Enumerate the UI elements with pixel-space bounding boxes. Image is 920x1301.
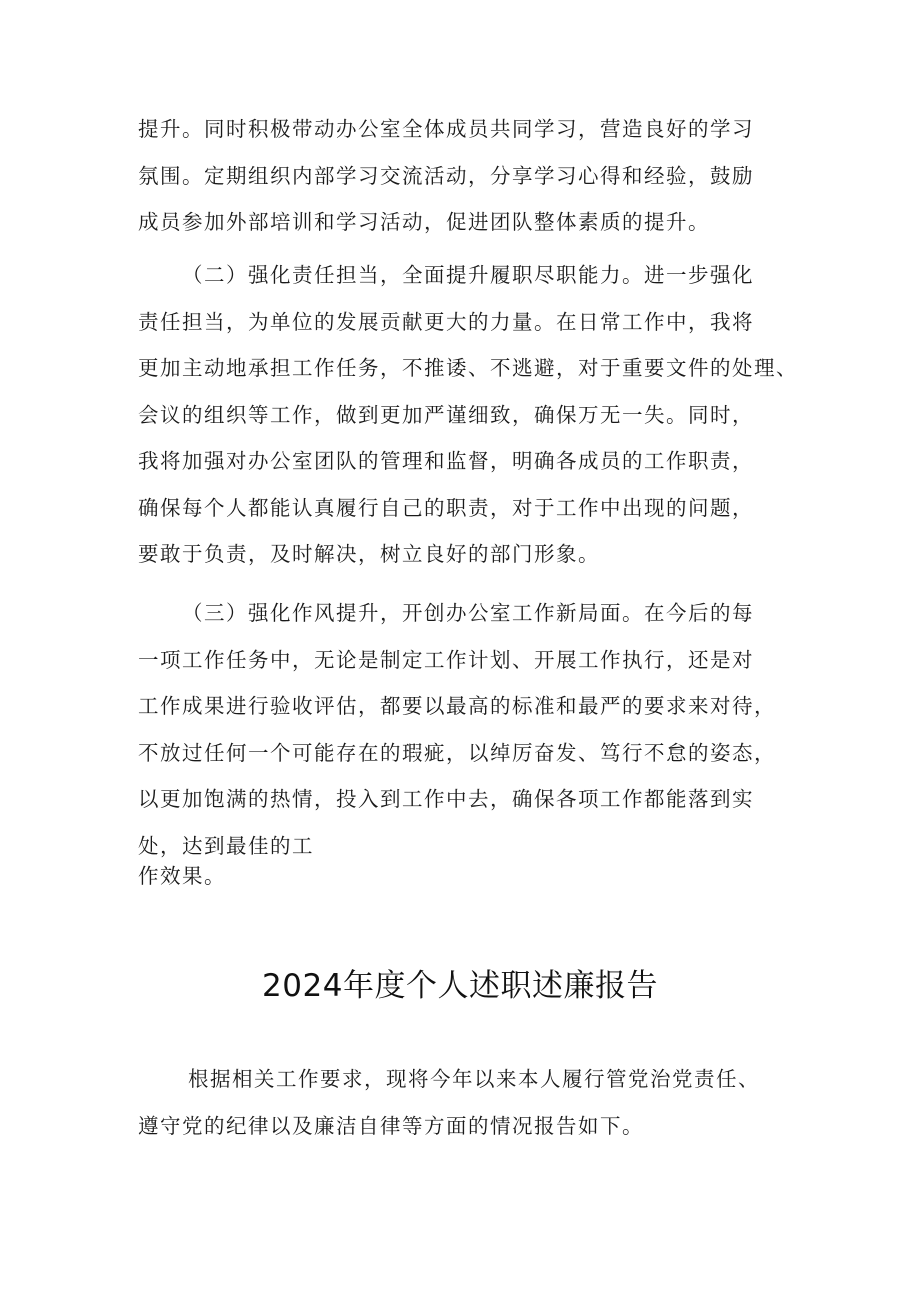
text-line: 作效果。 [138, 863, 226, 888]
paragraph-work-style [138, 590, 798, 891]
text-line: 会议的组织等工作，做到更加严谨细致，确保万无一失。同时， [138, 402, 754, 427]
text-line: 根据相关工作要求，现将今年以来本人履行管党治党责任、 [188, 1067, 760, 1091]
text-line: 责任担当，为单位的发展贡献更大的力量。在日常工作中，我将 [138, 309, 754, 334]
text-line: 不放过任何一个可能存在的瑕疵，以绰厉奋发、笃行不怠的姿态， [138, 740, 776, 765]
text-line: 提升。同时积极带动办公室全体成员共同学习，营造良好的学习 [138, 117, 754, 141]
text-line: 处，达到最佳的工 [138, 833, 314, 858]
text-line: 遵守党的纪律以及廉洁自律等方面的情况报告如下。 [138, 1113, 644, 1138]
text-line: 工作成果进行验收评估，都要以最高的标准和最严的要求来对待， [138, 694, 776, 718]
text-line: 成员参加外部培训和学习活动，促进团队整体素质的提升。 [138, 210, 710, 234]
text-line: 要敢于负责，及时解决，树立良好的部门形象。 [138, 542, 600, 566]
text-line: 确保每个人都能认真履行自己的职责，对于工作中出现的问题， [138, 495, 754, 520]
text-line: 以更加饱满的热情，投入到工作中去，确保各项工作都能落到实 [138, 787, 754, 811]
text-line: 一项工作任务中，无论是制定工作计划、开展工作执行，还是对 [138, 647, 754, 672]
paragraph-responsibility [138, 252, 798, 578]
paragraph-team-learning [138, 106, 798, 246]
text-line: （三）强化作风提升，开创办公室工作新局面。在今后的每 [182, 601, 754, 625]
text-line: 氛围。定期组织内部学习交流活动，分享学习心得和经验，鼓励 [138, 163, 754, 188]
paragraph-intro [138, 1056, 798, 1149]
document-title: 2024年度个人述职述廉报告 [262, 968, 658, 1004]
text-line: 更加主动地承担工作任务，不推诿、不逃避，对于重要文件的处理、 [138, 356, 798, 380]
text-line: （二）强化责任担当，全面提升履职尽职能力。进一步强化 [182, 263, 754, 287]
text-line: 我将加强对办公室团队的管理和监督，明确各成员的工作职责， [138, 449, 754, 473]
